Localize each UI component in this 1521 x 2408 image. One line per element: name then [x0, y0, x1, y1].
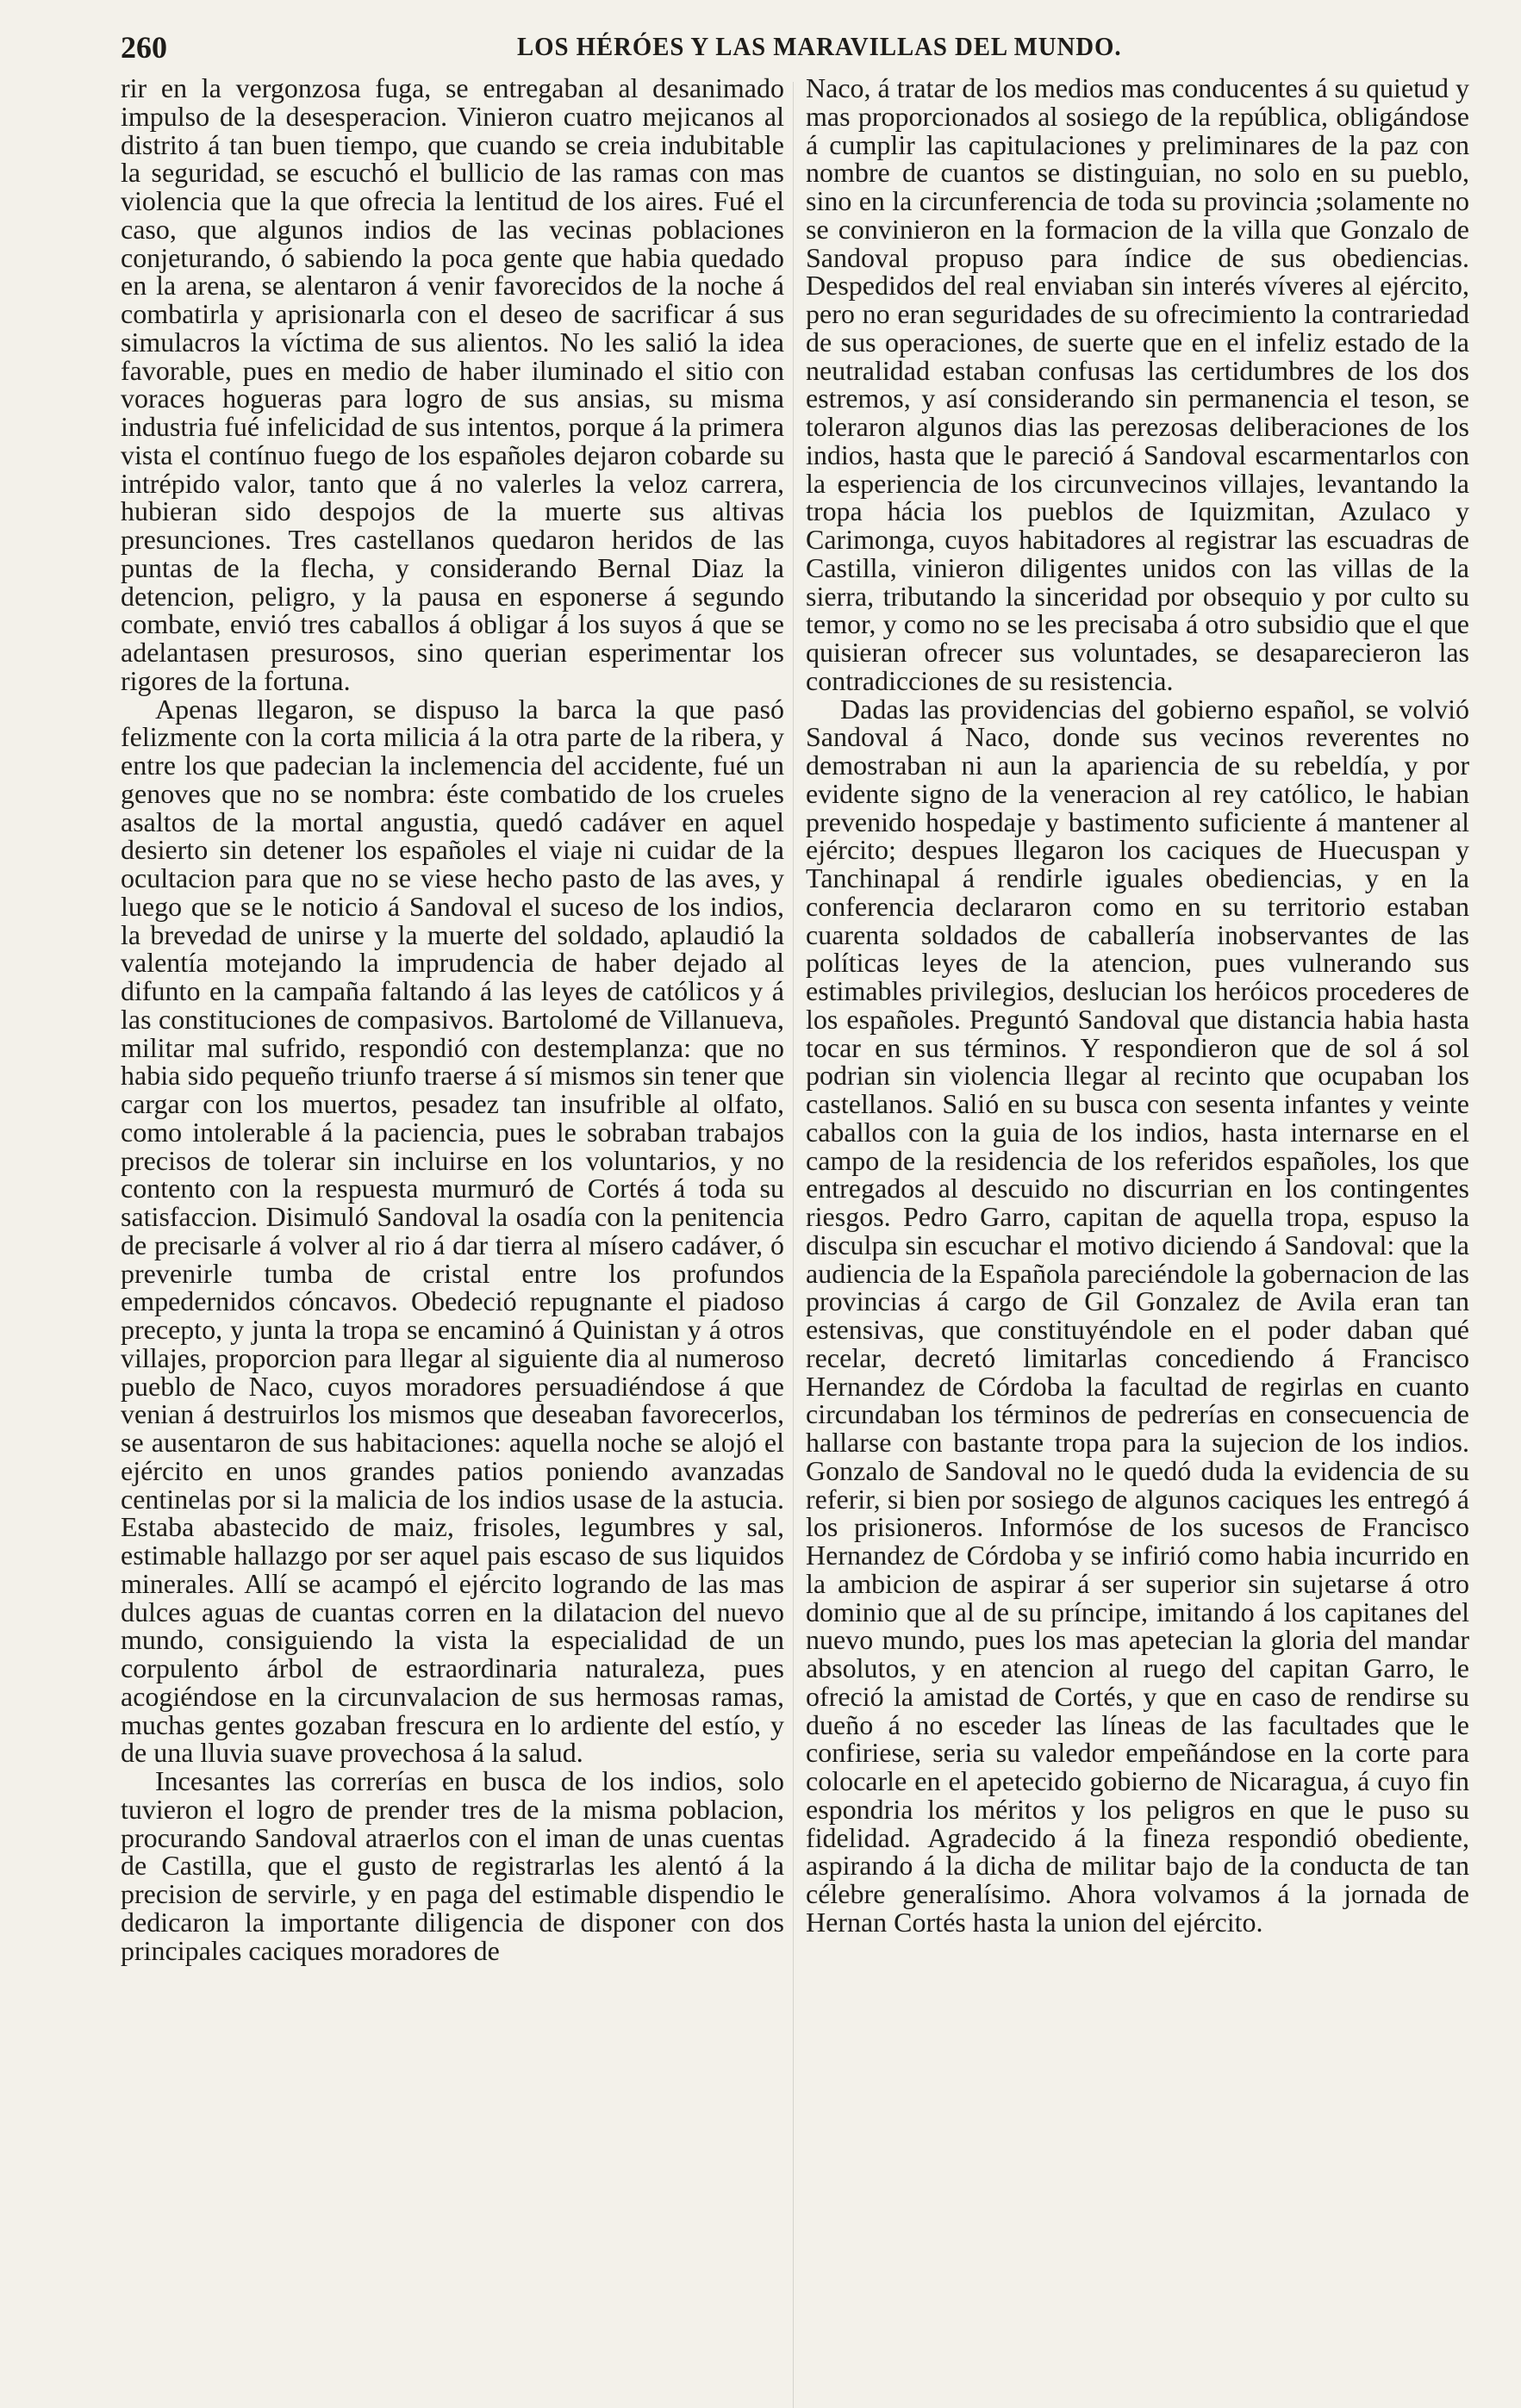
left-column	[121, 74, 784, 1964]
paragraph: rir en la vergonzosa fuga, se entregaban al desanimado impulso de la desesperacion. Vinieron cuatro mejicanos al distrito á tan buen tiempo, que cuando se creia indubitable la seguridad, se escuchó el bullicio de las ramas con mas violencia que la que ofrecia la lentitud de los aires. Fué el caso, que algunos indios de las vecinas poblaciones conjeturando, ó sabiendo la poca gente que habia quedado en la arena, se alentaron á venir favorecidos de la noche á combatirla y aprisionarla con el deseo de sacrificar á sus simulacros la víctima de sus alientos. No les salió la idea favorable, pues en medio de haber iluminado el sitio con voraces hogueras para logro de sus ansias, su misma industria fué infelicidad de sus intentos, porque á la primera vista el contínuo fuego de los españoles dejaron cobarde su intrépido valor, tanto que á no valerles la veloz carrera, hubieran sido despojos de la muerte sus altivas presunciones. Tres castellanos quedaron heridos de las puntas de la flecha, y considerando Bernal Diaz la detencion, peligro, y la pausa en esponerse á segundo combate, envió tres caballos á obligar á los suyos á que se adelantasen presurosos, sino querian esperimentar los rigores de la fortuna.	[121, 72, 784, 696]
page-header	[121, 26, 1413, 69]
paragraph: Naco, á tratar de los medios mas conducentes á su quietud y mas proporcionados al sosiego de la república, obligándose á cumplir las capitulaciones y preliminares de la paz con nombre de cuantos se distinguian, no solo en su pueblo, sino en la circunferencia de toda su provincia ;solamente no se convinieron en la formacion de la villa que Gonzalo de Sandoval propuso para índice de sus obediencias. Despedidos del real enviaban sin interés víveres al ejército, pero no eran seguridades de su ofrecimiento la contrariedad de sus operaciones, de suerte que en el infeliz estado de la neutralidad estaban confusas las certidumbres de los dos estremos, y así considerando sin permanencia el teson, se toleraron algunos dias las perezosas deliberaciones de los indios, hasta que le pareció á Sandoval escarmentarlos con la esperiencia de los circunvecinos villajes, levantando la tropa hácia los pueblos de Iquizmitan, Azulaco y Carimonga, cuyos habitadores al registrar las escuadras de Castilla, vinieron diligentes unidos con las villas de la sierra, tributando la sinceridad por obsequio y por culto su temor, y como no se les precisaba á otro subsidio que el que quisieran ofrecer sus voluntades, se desaparecieron las contradicciones de su resistencia.	[806, 72, 1469, 696]
page-number: 260	[121, 30, 167, 65]
paragraph: Apenas llegaron, se dispuso la barca la que pasó felizmente con la corta milicia á la otra parte de la ribera, y entre los que padecian la inclemencia del accidente, fué un genoves que no se nombra: éste combatido de los crueles asaltos de la mortal angustia, quedó cadáver en aquel desierto sin detener los españoles el viaje ni cuidar de la ocultacion para que no se viese hecho pasto de las aves, y luego que se le noticio á Sandoval el suceso de los indios, la brevedad de unirse y la muerte del soldado, aplaudió la valentía motejando la imprudencia de haber dejado al difunto en la campaña faltando á las leyes de católicos y á las constituciones de compasivos. Bartolomé de Villanueva, militar mal sufrido, respondió con destemplanza: que no habia sido pequeño triunfo traerse á sí mismos sin tener que cargar con los muertos, pesadez tan insufrible al olfato, como intolerable á la paciencia, pues le sobraban trabajos precisos de tolerar sin incluirse en los voluntarios, y no contento con la respuesta murmuró de Cortés á toda su satisfaccion. Disimuló Sandoval la osadía con la penitencia de precisarle á volver al rio á dar tierra al mísero cadáver, ó prevenirle tumba de cristal entre los profundos empedernidos cóncavos. Obedeció repugnante el piadoso precepto, y junta la tropa se encaminó á Quinistan y á otros villajes, proporcion para llegar al siguiente dia al numeroso pueblo de Naco, cuyos moradores persuadiéndose á que venian á destruirlos los mismos que deseaban favorecerlos, se ausentaron de sus habitaciones: aquella noche se alojó el ejército en unos grandes patios poniendo avanzadas centinelas por si la malicia de los indios usase de la astucia. Estaba abastecido de maiz, frisoles, legumbres y sal, estimable hallazgo por ser aquel pais escaso de sus liquidos minerales. Allí se acampó el ejército logrando de las mas dulces aguas de cuantas corren en la dilatacion del nuevo mundo, consiguiendo la vista la especialidad de un corpulento árbol de estraordinaria naturaleza, pues acogiéndose en la circunvalacion de sus hermosas ramas, muchas gentes gozaban frescura en lo ardiente del estío, y de una lluvia suave provechosa á la salud.	[121, 693, 784, 1769]
running-title: LOS HÉRÓES Y LAS MARAVILLAS DEL MUNDO.	[517, 31, 1122, 61]
column-divider	[793, 82, 794, 2408]
right-column	[806, 74, 1469, 1937]
paragraph: Incesantes las correrías en busca de los indios, solo tuvieron el logro de prender tres de la misma poblacion, procurando Sandoval atraerlos con el iman de unas cuentas de Castilla, que el gusto de registrarlas les alentó á la precision de servirle, y en paga del estimable dispendio le dedicaron la importante diligencia de disponer con dos principales caciques moradores de	[121, 1765, 784, 1966]
paragraph: Dadas las providencias del gobierno español, se volvió Sandoval á Naco, donde sus vecinos reverentes no demostraban ni aun la apariencia de su rebeldía, y por evidente signo de la veneracion al rey católico, le habian prevenido hospedaje y bastimento suficiente á mantener al ejército; despues llegaron los caciques de Huecuspan y Tanchinapal á rendirle iguales obediencias, y en la conferencia declararon como en su territorio estaban cuarenta soldados de caballería inobservantes de las políticas leyes de la atencion, pues vulnerando sus estimables privilegios, deslucian los heróicos procederes de los españoles. Preguntó Sandoval que distancia habia hasta tocar en sus términos. Y respondieron que de sol á sol podrian sin violencia llegar al recinto que ocupaban los castellanos. Salió en su busca con sesenta infantes y veinte caballos con la guia de los indios, hasta internarse en el campo de la residencia de los referidos españoles, los que entregados al descuido no discurrian en los contingentes riesgos. Pedro Garro, capitan de aquella tropa, espuso la disculpa sin escuchar el motivo diciendo á Sandoval: que la audiencia de la Española pareciéndole la gobernacion de las provincias á cargo de Gil Gonzalez de Avila eran tan estensivas, que constituyéndole en el poder daban qué recelar, decretó limitarlas concediendo á Francisco Hernandez de Córdoba la facultad de regirlas en cuanto circundaban los términos de pedrerías en consecuencia de hallarse con bastante tropa para la sujecion de los indios. Gonzalo de Sandoval no le quedó duda la evidencia de su referir, si bien por sosiego de algunos caciques les entregó á los prisioneros. Informóse de los sucesos de Francisco Hernandez de Córdoba y se infirió como habia incurrido en la ambicion de aspirar á ser superior sin sujetarse á otro dominio que al de su príncipe, imitando á los capitanes del nuevo mundo, pues los mas apetecian la gloria del mandar absolutos, y en atencion al ruego del capitan Garro, le ofreció la amistad de Cortés, y que en caso de rendirse su dueño á no esceder las líneas de las facultades que le confiriese, seria su valedor empeñándose en la corte para colocarle en el apetecido gobierno de Nicaragua, á cuyo fin espondria los méritos y los peligros en que le puso su fidelidad. Agradecido á la fineza respondió obediente, aspirando á la dicha de militar bajo de la conducta de tan célebre generalísimo. Ahora volvamos á la jornada de Hernan Cortés hasta la union del ejército.	[806, 693, 1469, 1938]
